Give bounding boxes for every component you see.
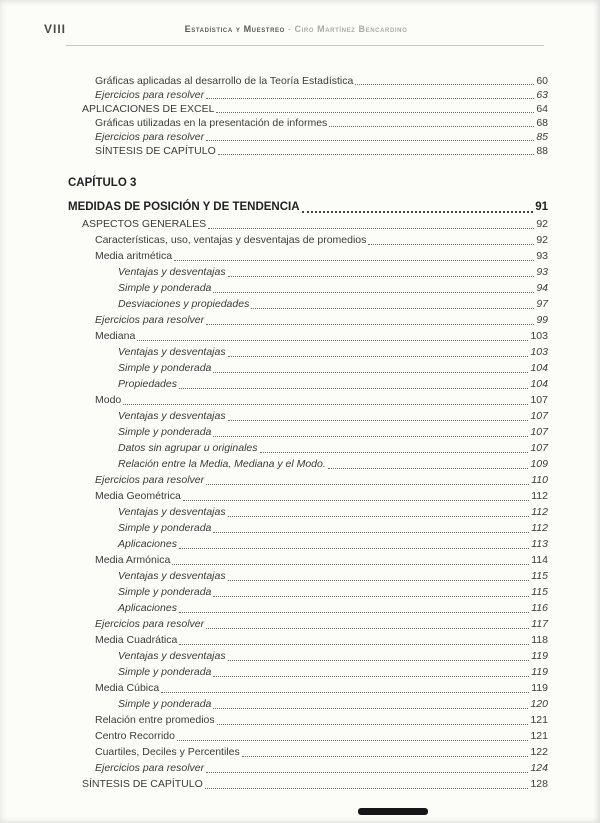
dot-leader (213, 372, 528, 373)
dot-leader (208, 228, 534, 229)
toc-entry-title: Ventajas y desventajas (118, 650, 226, 662)
dot-leader (213, 708, 528, 709)
dot-leader (179, 644, 529, 645)
toc-entry (68, 520, 548, 536)
toc-entry-page: 119 (531, 650, 548, 662)
toc-entry-title: Ventajas y desventajas (118, 506, 226, 518)
toc-entry-page: 120 (530, 698, 548, 710)
toc-entry-title: Media Armónica (95, 554, 171, 566)
dot-leader (206, 324, 534, 325)
toc-entry (68, 664, 548, 680)
toc-entry-page: 99 (536, 314, 548, 326)
dot-leader (183, 500, 529, 501)
toc-entry-page: 64 (536, 103, 548, 115)
toc-entry-title: Relación entre la Media, Mediana y el Modo. (118, 458, 326, 470)
toc-entry-page: 107 (530, 394, 548, 406)
toc-entry (68, 88, 548, 102)
toc-entry-title: Relación entre promedios (95, 714, 215, 726)
toc-entry (68, 600, 548, 616)
toc-entry-title: Ejercicios para resolver (95, 618, 205, 630)
toc-entry-title: Media aritmética (95, 250, 173, 262)
dot-leader (329, 126, 534, 127)
toc-entry-title: Simple y ponderada (118, 586, 212, 598)
toc-entry-title: Aplicaciones (118, 602, 177, 614)
toc-entry-title: SÍNTESIS DE CAPÍTULO (82, 778, 203, 790)
book-author: Ciro Martínez Bencardino (294, 24, 408, 34)
toc-entry-page: 117 (531, 618, 548, 630)
toc-entry (68, 376, 548, 392)
dot-leader (137, 340, 528, 341)
toc-content (68, 74, 548, 792)
dot-leader (213, 436, 528, 437)
toc-entry-title: Simple y ponderada (118, 282, 212, 294)
dot-leader (161, 692, 529, 693)
dot-leader (228, 420, 529, 421)
toc-entry (68, 616, 548, 632)
toc-entry-title: Centro Recorrido (95, 730, 175, 742)
toc-entry-title: Modo (95, 394, 122, 406)
toc-entry-page: 115 (531, 586, 548, 598)
toc-entry (68, 456, 548, 472)
toc-entry (68, 216, 548, 232)
dot-leader (228, 356, 529, 357)
toc-entry (68, 130, 548, 144)
dot-leader (228, 276, 535, 277)
toc-entry (68, 728, 548, 744)
toc-entry-title: Ejercicios para resolver (95, 89, 205, 101)
dot-leader (260, 452, 529, 453)
chapter3-toc-list (68, 199, 548, 792)
toc-entry-title: Mediana (95, 330, 136, 342)
dot-leader (206, 628, 529, 629)
toc-entry-page: 116 (531, 602, 548, 614)
dot-leader (216, 112, 534, 113)
dot-leader (179, 388, 529, 389)
toc-entry-title: Simple y ponderada (118, 522, 212, 534)
toc-entry (68, 568, 548, 584)
running-header (44, 22, 548, 38)
toc-entry (68, 102, 548, 116)
toc-entry-title: Ventajas y desventajas (118, 410, 226, 422)
toc-entry-title: Media Geométrica (95, 490, 181, 502)
toc-entry-page: 97 (536, 298, 548, 310)
book-title: Estadística y Muestreo (184, 24, 285, 34)
dot-leader (123, 404, 528, 405)
toc-entry (68, 744, 548, 760)
toc-entry (68, 408, 548, 424)
toc-entry-title: Ejercicios para resolver (95, 314, 205, 326)
dot-leader (213, 292, 534, 293)
toc-entry (68, 760, 548, 776)
toc-entry-title: Datos sin agrupar u originales (118, 442, 258, 454)
toc-entry (68, 488, 548, 504)
toc-entry-page: 118 (531, 634, 548, 646)
toc-entry-page: 107 (530, 442, 548, 454)
toc-entry-page: 121 (530, 730, 548, 742)
toc-entry-page: 93 (536, 266, 548, 278)
toc-entry-page: 103 (530, 346, 548, 358)
dot-leader (368, 244, 534, 245)
toc-entry (68, 648, 548, 664)
toc-entry-page: 104 (530, 378, 548, 390)
toc-entry-title: Media Cuadrática (95, 634, 178, 646)
toc-entry (68, 328, 548, 344)
toc-entry-title: Simple y ponderada (118, 698, 212, 710)
toc-entry-title: Ejercicios para resolver (95, 131, 205, 143)
toc-entry (68, 424, 548, 440)
toc-entry-page: 109 (530, 458, 548, 470)
dot-leader (328, 468, 529, 469)
toc-entry (68, 440, 548, 456)
dot-leader (213, 596, 529, 597)
dot-leader (242, 756, 529, 757)
dot-leader (228, 660, 530, 661)
toc-entry-title: Propiedades (118, 378, 177, 390)
dot-leader (228, 580, 530, 581)
toc-entry (68, 280, 548, 296)
toc-entry-page: 85 (536, 131, 548, 143)
toc-entry (68, 552, 548, 568)
toc-entry-page: 112 (531, 506, 548, 518)
dot-leader (174, 260, 534, 261)
toc-entry (68, 144, 548, 158)
dot-leader (206, 772, 528, 773)
toc-entry-title: Características, uso, ventajas y desventajas de promedios (95, 234, 367, 246)
toc-entry-title: SÍNTESIS DE CAPÍTULO (95, 145, 216, 157)
toc-entry-title: Ventajas y desventajas (118, 346, 226, 358)
toc-entry-page: 88 (536, 145, 548, 157)
toc-entry-page: 94 (536, 282, 548, 294)
dot-leader (177, 740, 529, 741)
toc-entry-page: 107 (530, 426, 548, 438)
toc-entry (68, 232, 548, 248)
toc-entry-title: Desviaciones y propiedades (118, 298, 250, 310)
toc-entry (68, 344, 548, 360)
toc-entry (68, 312, 548, 328)
toc-entry-title: Simple y ponderada (118, 666, 212, 678)
dot-leader (213, 676, 529, 677)
toc-entry-page: 60 (536, 75, 548, 87)
toc-entry (68, 74, 548, 88)
toc-entry-page: 93 (536, 250, 548, 262)
toc-entry-page: 114 (531, 554, 548, 566)
toc-entry-page: 112 (531, 490, 548, 502)
toc-entry-page: 68 (536, 117, 548, 129)
toc-entry-page: 110 (531, 474, 548, 486)
toc-entry-title: MEDIDAS DE POSICIÓN Y DE TENDENCIA (68, 201, 300, 213)
toc-entry-title: Aplicaciones (118, 538, 177, 550)
dot-leader (355, 84, 534, 85)
toc-entry-title: Ejercicios para resolver (95, 474, 205, 486)
header-separator: - (287, 24, 292, 34)
toc-entry-title: Cuartiles, Deciles y Percentiles (95, 746, 240, 758)
toc-entry (68, 712, 548, 728)
toc-entry (68, 584, 548, 600)
toc-entry-page: 104 (530, 362, 548, 374)
front-toc-list (68, 74, 548, 158)
dot-leader (206, 98, 534, 99)
toc-entry-title: ASPECTOS GENERALES (82, 218, 207, 230)
toc-entry-page: 92 (536, 218, 548, 230)
toc-entry (68, 680, 548, 696)
toc-entry (68, 632, 548, 648)
chapter-heading: CAPÍTULO 3 (68, 177, 137, 189)
toc-entry (68, 536, 548, 552)
toc-entry-page: 124 (530, 762, 548, 774)
running-header-text (44, 22, 548, 34)
toc-entry-page: 122 (530, 746, 548, 758)
toc-entry-title: Gráficas aplicadas al desarrollo de la Teoría Estadística (95, 75, 354, 87)
dot-leader (205, 788, 529, 789)
toc-entry (68, 248, 548, 264)
page-folio: VIII (44, 22, 67, 36)
toc-entry-page: 107 (530, 410, 548, 422)
toc-entry-page: 119 (531, 666, 548, 678)
toc-entry-title: Ventajas y desventajas (118, 570, 226, 582)
toc-entry-page: 63 (536, 89, 548, 101)
header-rule (66, 45, 544, 46)
toc-entry-page: 103 (530, 330, 548, 342)
toc-entry-title: Gráficas utilizadas en la presentación de informes (95, 117, 328, 129)
dot-leader (179, 548, 529, 549)
dot-leader (206, 140, 534, 141)
dot-leader (217, 724, 529, 725)
toc-entry-title: Simple y ponderada (118, 362, 212, 374)
toc-entry-page: 121 (530, 714, 548, 726)
toc-entry (68, 776, 548, 792)
dot-leader (302, 211, 534, 213)
dot-leader (218, 154, 535, 155)
dot-leader (251, 308, 534, 309)
toc-entry-page: 113 (531, 538, 548, 550)
toc-entry (68, 360, 548, 376)
toc-entry-page: 128 (530, 778, 548, 790)
toc-entry (68, 696, 548, 712)
toc-entry (68, 504, 548, 520)
dot-leader (206, 484, 529, 485)
toc-entry-title: Simple y ponderada (118, 426, 212, 438)
toc-entry-page: 112 (531, 522, 548, 534)
toc-entry-page: 115 (531, 570, 548, 582)
toc-entry (68, 199, 548, 216)
toc-entry-page: 91 (535, 201, 548, 213)
toc-entry-title: APLICACIONES DE EXCEL (82, 103, 215, 115)
toc-entry-page: 92 (536, 234, 548, 246)
dot-leader (179, 612, 529, 613)
toc-entry (68, 264, 548, 280)
toc-entry (68, 296, 548, 312)
toc-entry-page: 119 (531, 682, 548, 694)
toc-entry (68, 116, 548, 130)
toc-entry (68, 472, 548, 488)
dot-leader (228, 516, 530, 517)
toc-entry-title: Ejercicios para resolver (95, 762, 205, 774)
dot-leader (213, 532, 529, 533)
toc-entry-title: Ventajas y desventajas (118, 266, 226, 278)
toc-entry-title: Media Cúbica (95, 682, 160, 694)
scan-artifact-mark (358, 808, 428, 815)
dot-leader (172, 564, 529, 565)
toc-entry (68, 392, 548, 408)
